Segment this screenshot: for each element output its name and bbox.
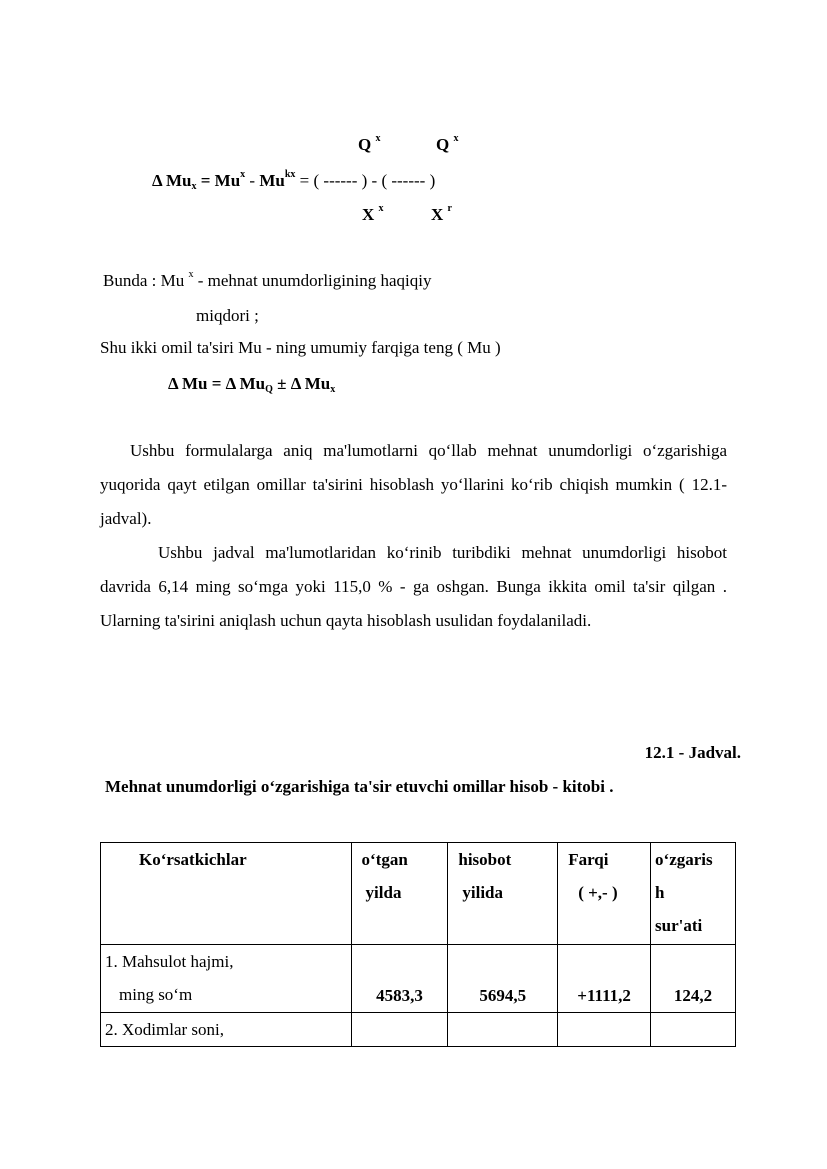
table-title: Mehnat unumdorligi o‘zgarishiga ta'sir etuvchi omillar hisob - kitobi . bbox=[105, 777, 614, 796]
header-indicators: Ko‘rsatkichlar bbox=[101, 843, 352, 945]
row-label: 2. Xodimlar soni, bbox=[101, 1013, 352, 1047]
row-value-difference bbox=[558, 1013, 651, 1047]
row-value-report: 5694,5 bbox=[448, 945, 558, 1013]
data-table bbox=[100, 842, 736, 1047]
formula1-denominator-x2: X $^r$ bbox=[431, 203, 452, 224]
row-value-rate bbox=[651, 1013, 736, 1047]
bunda-line-1: Bunda : Mu $^x$ - mehnat unumdorligining haqiqiy bbox=[103, 269, 432, 290]
row-value-rate: 124,2 bbox=[651, 945, 736, 1013]
formula1-denominator-x1: X $^x$ bbox=[362, 203, 384, 224]
row-label: 1. Mahsulot hajmi, ming so‘m bbox=[101, 945, 352, 1013]
header-previous-year: o‘tgan yilda bbox=[351, 843, 448, 945]
row-value-previous bbox=[351, 1013, 448, 1047]
formula2: Δ Mu = Δ $Mu_Q \pm \Delta$ $Mu_x$ bbox=[168, 374, 336, 395]
row-value-report bbox=[448, 1013, 558, 1047]
header-difference: Farqi ( +,- ) bbox=[558, 843, 651, 945]
row-value-difference: +1111,2 bbox=[558, 945, 651, 1013]
header-report-year: hisobot yilida bbox=[448, 843, 558, 945]
table-label: 12.1 - Jadval. bbox=[644, 743, 741, 762]
formula1-numerator-q2: Q $^x$ bbox=[436, 133, 459, 154]
bunda-line-3: Shu ikki omil ta'siri Mu - ning umumiy farqiga teng ( Mu ) bbox=[100, 338, 501, 357]
header-change-rate: o‘zgaris h sur'ati bbox=[651, 843, 736, 945]
row-value-previous: 4583,3 bbox=[351, 945, 448, 1013]
formula1-numerator-q1: Q $^x$ bbox=[358, 133, 381, 154]
paragraph-2: Ushbu jadval ma'lumotlaridan ko‘rinib turibdiki mehnat unumdorligi hisobot davrida 6,14 ming so‘mga yoki 115,0 % - ga oshgan. Bunga ikkita omil ta'sir qilgan . Ularning ta'sirini aniqlash uchun qayta hisoblash usulidan foydalaniladi. bbox=[100, 543, 727, 630]
table-row bbox=[101, 945, 736, 1013]
table-header-row bbox=[101, 843, 736, 945]
formula1-main-line: Δ $Mu_x = Mu^x - Mu^{kx}$ = ( ------ ) - ( ------ ) bbox=[152, 169, 436, 192]
table-row bbox=[101, 1013, 736, 1047]
paragraph-1: Ushbu formulalarga aniq ma'lumotlarni qo‘llab mehnat unumdorligi o‘zgarishiga yuqorida qayt etilgan omillar ta'sirini hisoblash yo‘llarini ko‘rib chiqish mumkin ( 12.1-jadval). bbox=[100, 441, 727, 528]
bunda-line-2: miqdori ; bbox=[196, 306, 259, 325]
